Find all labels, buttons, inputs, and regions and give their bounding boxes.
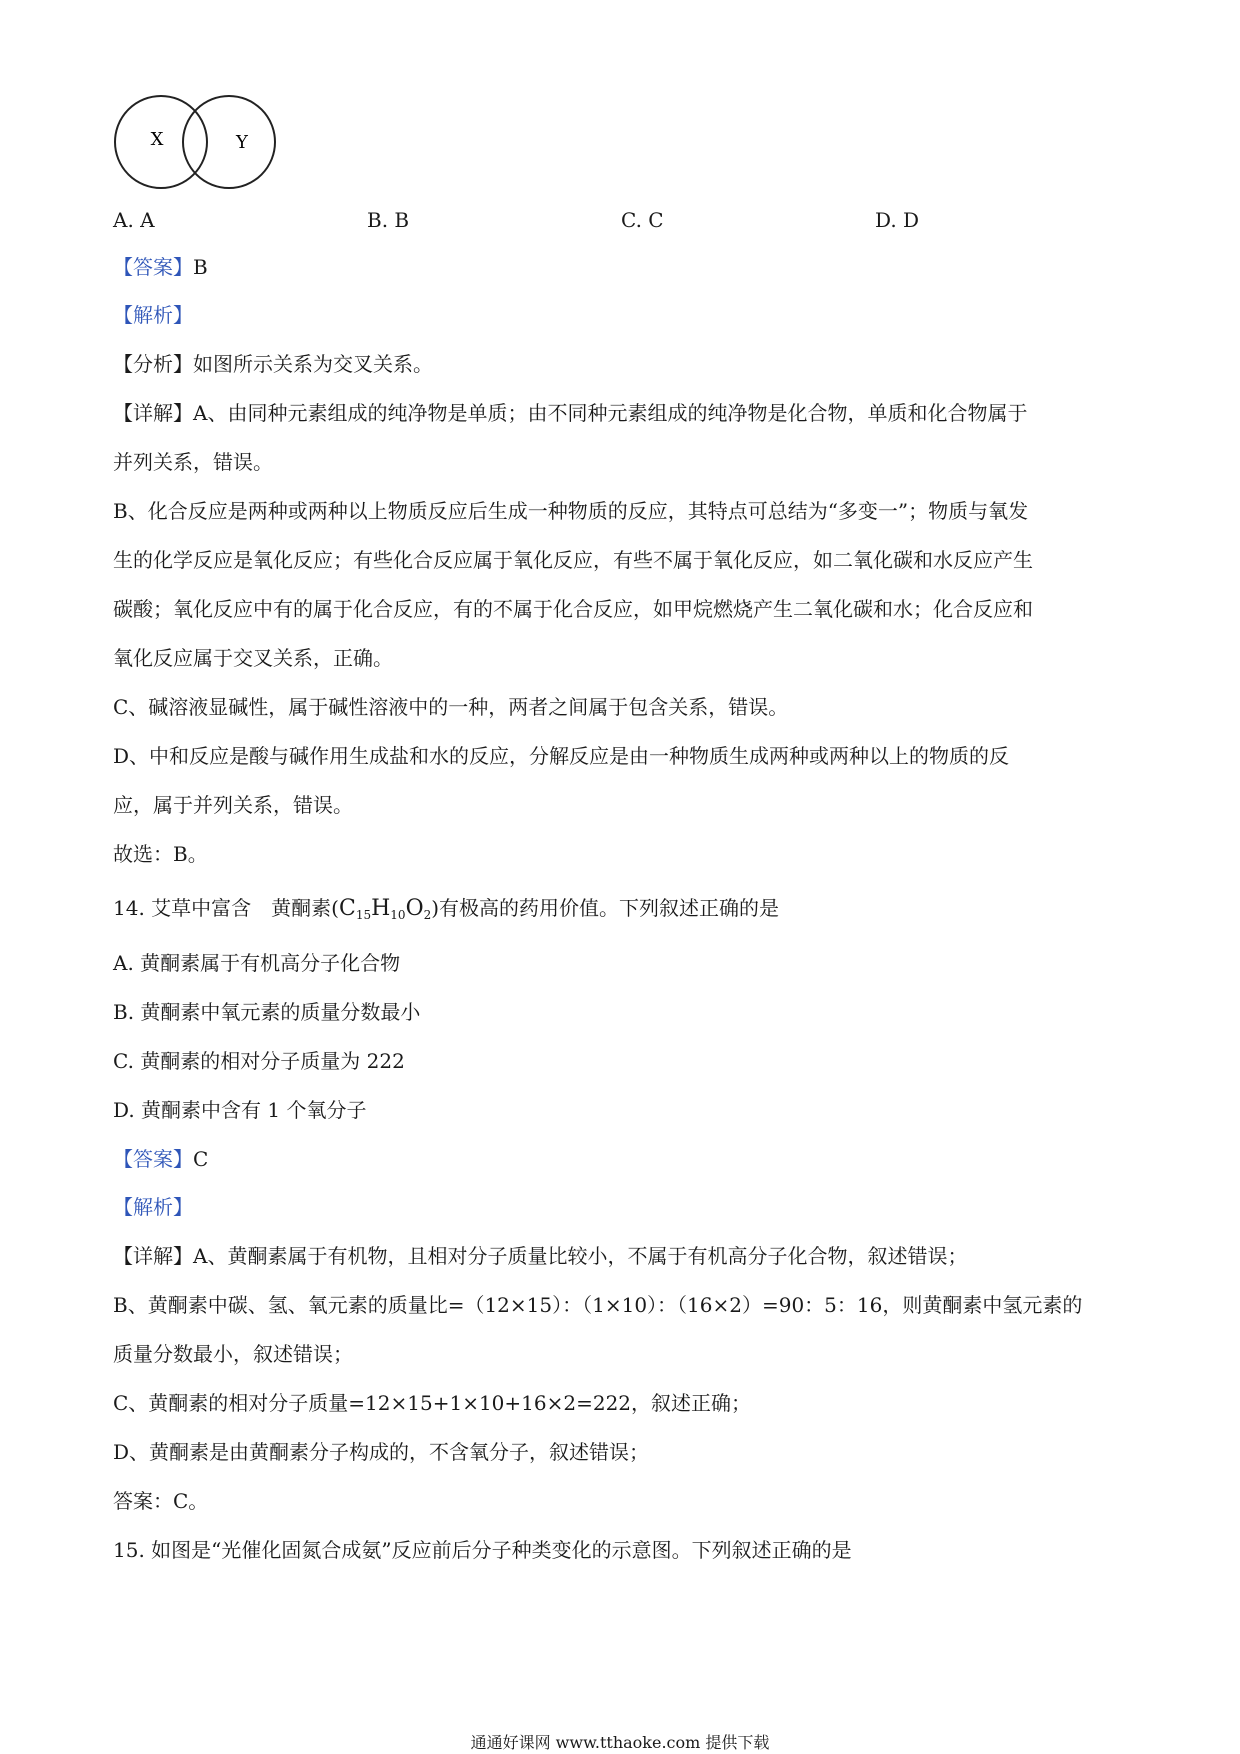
q13-option-a: A. A (113, 208, 155, 232)
page-footer: 通通好课网 www.tthaoke.com 提供下载 (470, 1733, 770, 1752)
q14-detail-line: B、黄酮素中碳、氢、氧元素的质量比=（12×15）：（1×10）：（16×2）=90：5：16，则黄酮素中氢元素的 (113, 1293, 1083, 1317)
q13-detail-line: 氧化反应属于交叉关系，正确。 (113, 646, 393, 670)
q14-stem-prefix: 14. 艾草中富含 黄酮素( (113, 896, 339, 920)
formula (339, 896, 431, 921)
q14-option-b: B. 黄酮素中氧元素的质量分数最小 (113, 1000, 421, 1024)
q13-detail-line: D、中和反应是酸与碱作用生成盐和水的反应，分解反应是由一种物质生成两种或两种以上的物质的反 (113, 744, 1010, 768)
venn-diagram (112, 94, 284, 194)
q14-detail-line: C、黄酮素的相对分子质量=12×15+1×10+16×2=222，叙述正确； (113, 1391, 752, 1415)
q13-detail-line: 生的化学反应是氧化反应；有些化合反应属于氧化反应，有些不属于氧化反应，如二氧化碳和水反应产生 (113, 548, 1033, 572)
formula-h-sub: 10 (390, 908, 406, 922)
q14-detail-line (113, 1246, 967, 1266)
q13-detail-line: C、碱溶液显碱性，属于碱性溶液中的一种，两者之间属于包含关系，错误。 (113, 695, 789, 719)
q14-stem-suffix: )有极高的药用价值。下列叙述正确的是 (431, 896, 780, 920)
q13-option-d: D. D (875, 208, 920, 232)
q13-detail-line: B、化合反应是两种或两种以上物质反应后生成一种物质的反应，其特点可总结为“多变一”；物质与氧发 (113, 499, 1029, 523)
formula-h: H (371, 896, 391, 921)
q13-conclusion: 故选：B。 (113, 842, 208, 866)
q14-option-d: D. 黄酮素中含有 1 个氧分子 (113, 1098, 367, 1122)
venn-label-x: X (150, 129, 164, 150)
q14-detail-line: D、黄酮素是由黄酮素分子构成的，不含氧分子，叙述错误； (113, 1440, 650, 1464)
venn-label-y: Y (236, 132, 248, 153)
detail-text: A、黄酮素属于有机物，且相对分子质量比较小，不属于有机高分子化合物，叙述错误； (193, 1244, 968, 1268)
q14-option-a: A. 黄酮素属于有机高分子化合物 (113, 951, 401, 975)
formula-c: C (338, 896, 356, 921)
answer-tag: 【答案】 (113, 255, 193, 279)
q13-analysis-tag: 【解析】 (113, 303, 193, 327)
formula-c-sub: 15 (355, 908, 372, 922)
q13-detail-line: 碳酸；氧化反应中有的属于化合反应，有的不属于化合反应，如甲烷燃烧产生二氧化碳和水；化合反应和 (113, 597, 1033, 621)
fenxi-text: 如图所示关系为交叉关系。 (193, 352, 433, 376)
venn-circle-y (183, 96, 275, 188)
q14-option-c: C. 黄酮素的相对分子质量为 222 (113, 1049, 405, 1073)
fenxi-tag: 【分析】 (113, 352, 193, 376)
q13-option-b: B. B (367, 208, 410, 232)
answer-tag: 【答案】 (113, 1147, 193, 1171)
q13-answer-line (113, 257, 208, 277)
q14-analysis-tag: 【解析】 (113, 1195, 193, 1219)
q15-stem: 15. 如图是“光催化固氮合成氨”反应前后分子种类变化的示意图。下列叙述正确的是 (113, 1538, 852, 1562)
q13-detail-line (113, 403, 1027, 423)
formula-o-sub: 2 (423, 908, 432, 922)
q14-stem (113, 898, 779, 921)
detail-text: A、由同种元素组成的纯净物是单质；由不同种元素组成的纯净物是化合物，单质和化合物属于 (193, 401, 1028, 425)
q13-detail-line: 应，属于并列关系，错误。 (113, 793, 353, 817)
detail-tag: 【详解】 (113, 401, 193, 425)
q14-conclusion: 答案：C。 (113, 1489, 209, 1513)
formula-o: O (405, 896, 424, 921)
answer-value: B (193, 255, 208, 279)
q14-answer-line (113, 1149, 208, 1169)
q13-detail-line: 并列关系，错误。 (113, 450, 273, 474)
detail-tag: 【详解】 (113, 1244, 193, 1268)
q13-fenxi (113, 354, 433, 374)
q13-option-c: C. C (621, 208, 664, 232)
answer-value: C (193, 1147, 209, 1171)
q14-detail-line: 质量分数最小，叙述错误； (113, 1342, 353, 1366)
